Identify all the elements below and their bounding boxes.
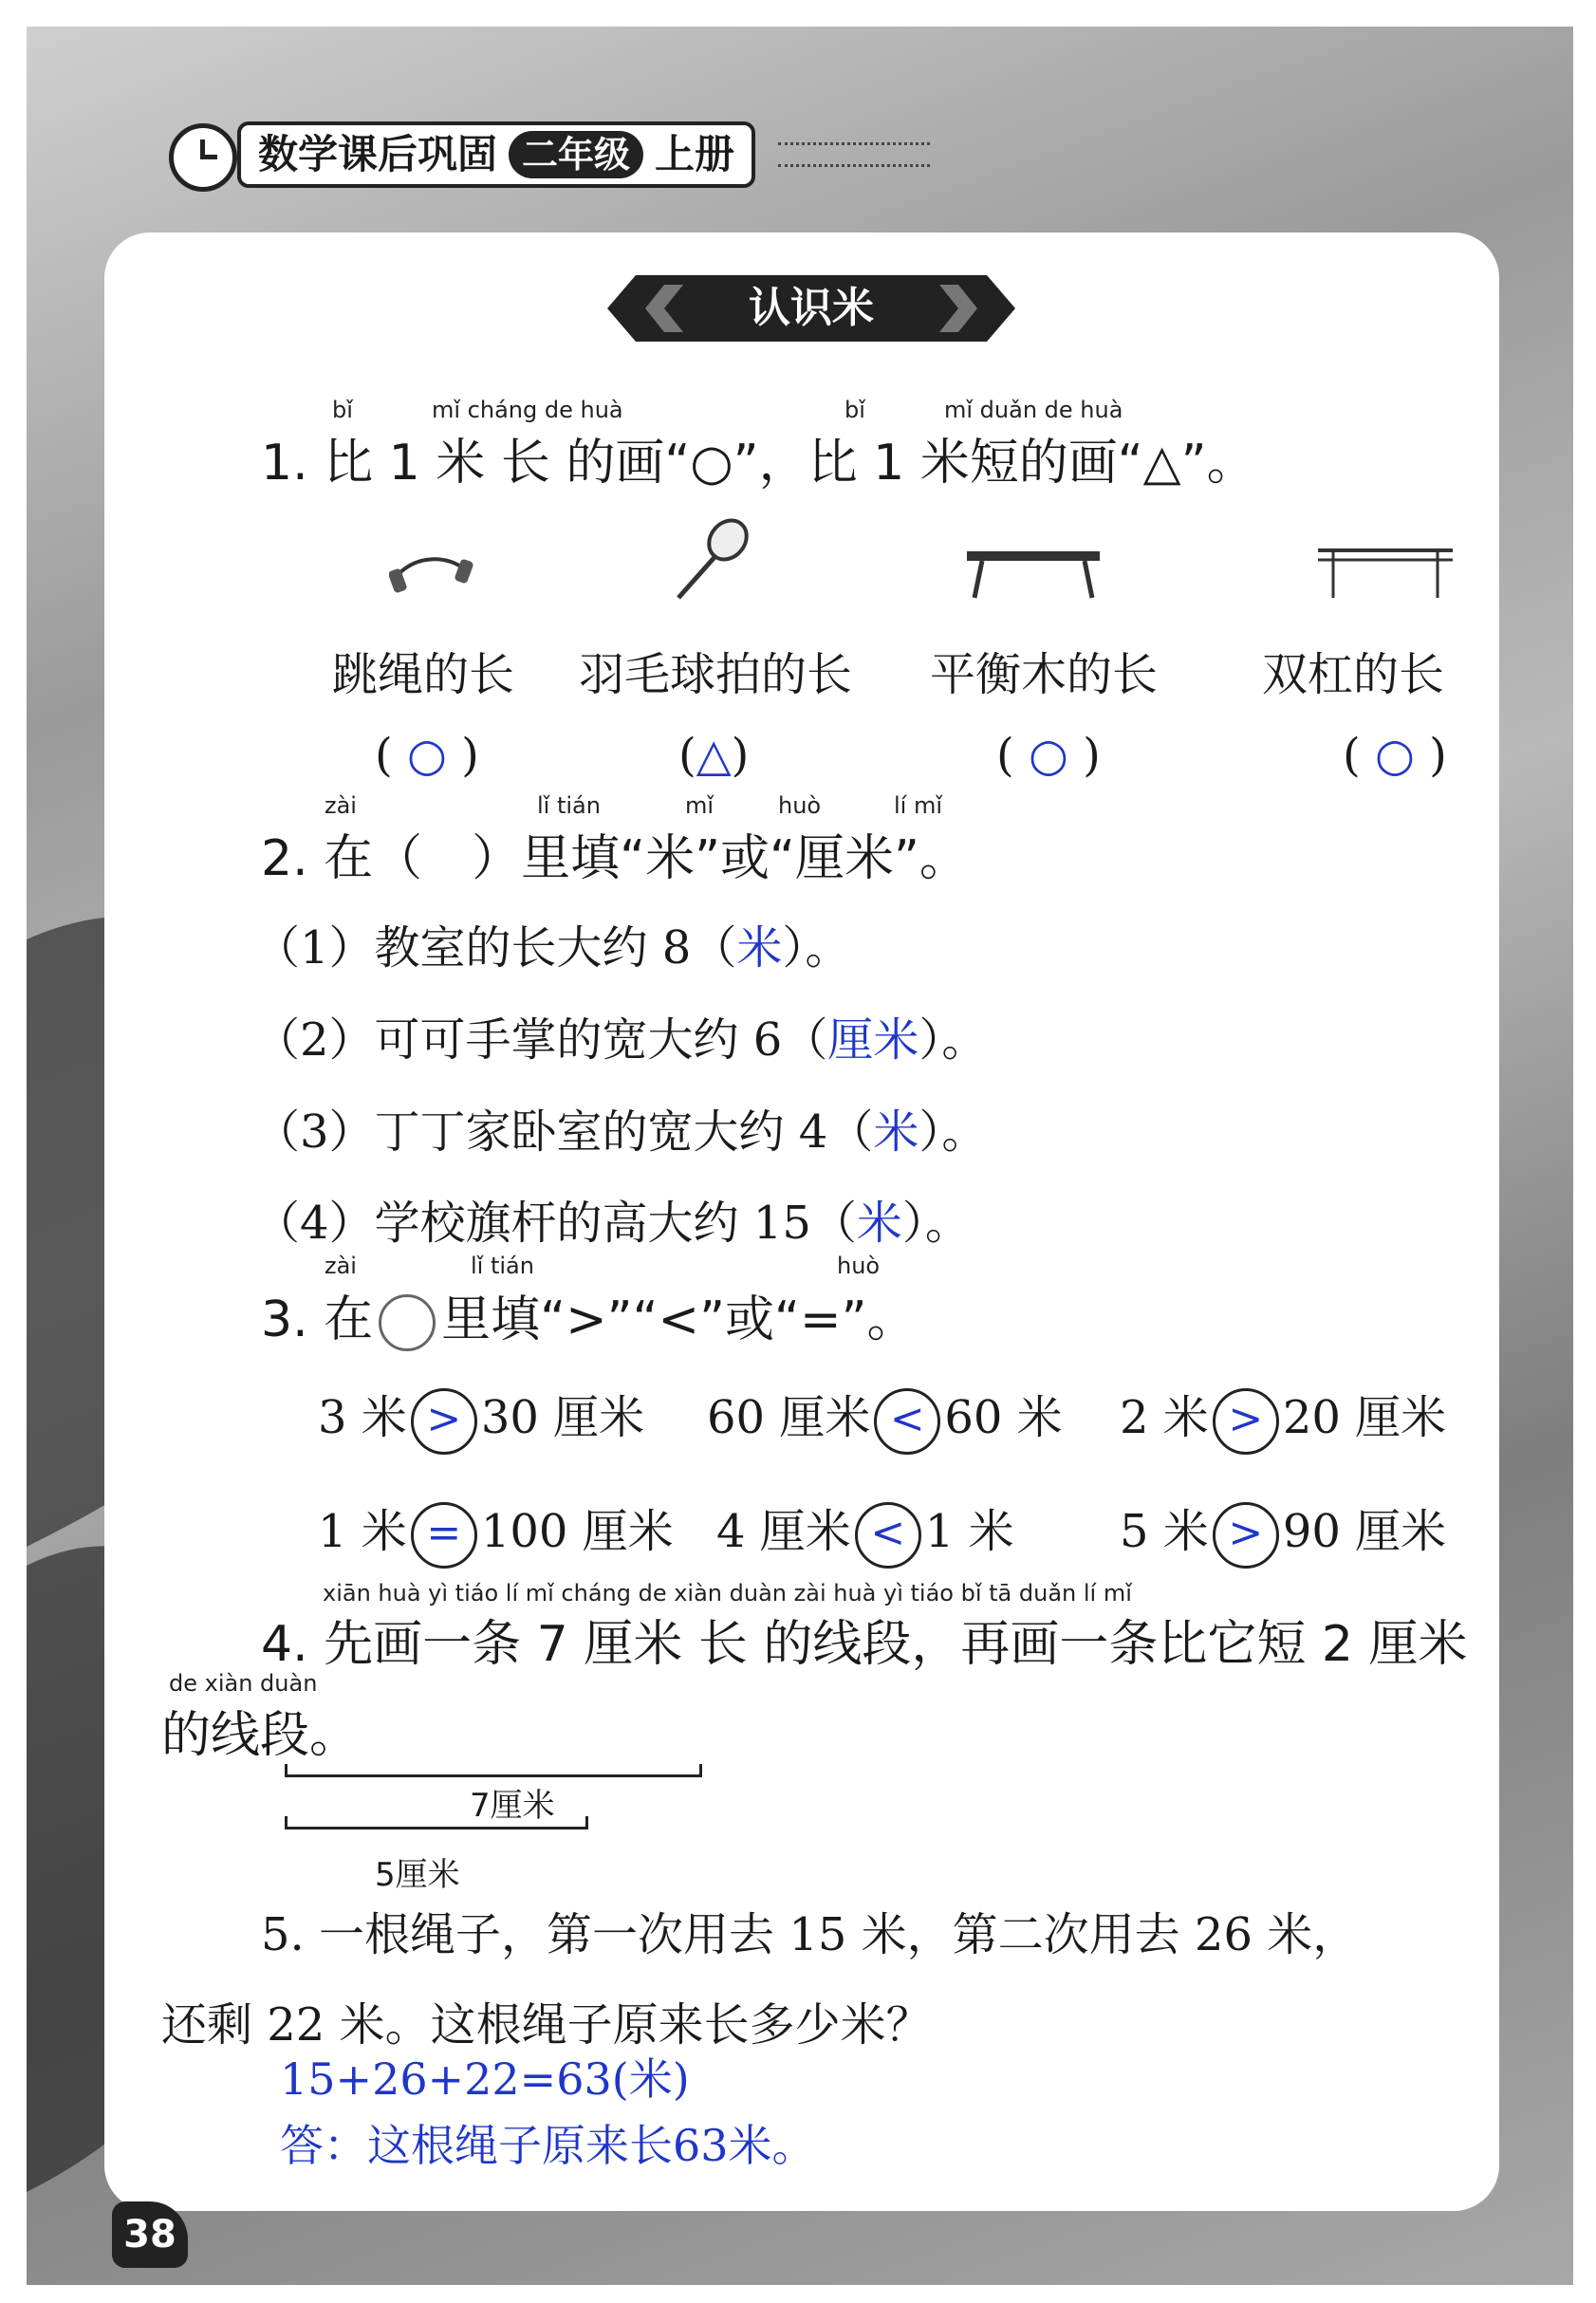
- q3-circle-icon: [379, 1294, 436, 1351]
- q3-compare-1-2: 60 厘米 < 60 米: [707, 1381, 1063, 1455]
- q5-line-2: 还剩 22 米。这根绳子原来长多少米？: [161, 1998, 932, 2052]
- q1-text: 1. 比 1 米 长 的画“○”，比 1 米短的画“△”。: [261, 435, 1256, 492]
- watermark: zyjl.cn: [114, 811, 355, 900]
- q2-pinyin-3: mǐ: [685, 792, 714, 819]
- grade-badge: 二年级: [509, 131, 643, 178]
- header-dotted-lines: [778, 142, 930, 167]
- q3-text: 3. 在 里填“>”“<”或“=”。: [261, 1279, 917, 1351]
- q3-pinyin-1: zài: [325, 1253, 357, 1279]
- segment-5cm-label: 5厘米: [375, 1856, 460, 1894]
- volume-label: 上册: [655, 131, 735, 177]
- q1-answer-1: ( ○ ): [375, 729, 479, 782]
- q3-compare-1-1: 3 米 > 30 厘米: [318, 1381, 644, 1455]
- q1-answer-4: ( ○ ): [1343, 729, 1447, 782]
- q1-item-label-3: 平衡木的长: [930, 648, 1159, 701]
- q2-item-1: （1）教室的长大约 8（米）。: [254, 921, 851, 975]
- q3-compare-1-3: 2 米 > 20 厘米: [1120, 1381, 1446, 1455]
- q2-pinyin-4: huò: [778, 792, 822, 819]
- q1-pinyin-3: bǐ: [844, 397, 865, 423]
- q5-answer-calc: 15+26+22=63(米): [280, 2053, 690, 2105]
- q1-pinyin-1: bǐ: [332, 397, 353, 423]
- q4-line-1: 4. 先画一条 7 厘米 长 的线段，再画一条比它短 2 厘米: [261, 1616, 1468, 1673]
- q1-answer-3: ( ○ ): [996, 729, 1101, 782]
- q3-pinyin-2: lǐ tián: [471, 1253, 534, 1279]
- badminton-racket-icon: [669, 517, 754, 603]
- q5-answer-text: 答：这根绳子原来长63米。: [280, 2120, 816, 2171]
- parallel-bars-icon: [1314, 543, 1457, 600]
- balance-beam-icon: [963, 546, 1105, 603]
- q3-pinyin-3: huò: [837, 1253, 881, 1279]
- book-title: 数学课后巩固: [258, 131, 498, 177]
- q1-pinyin-2: mǐ cháng de huà: [432, 397, 623, 423]
- q3-compare-2-3: 5 米 > 90 厘米: [1120, 1495, 1446, 1569]
- q5-line-1: 5. 一根绳子，第一次用去 15 米，第二次用去 26 米，: [261, 1908, 1359, 1961]
- q4-line-2: 的线段。: [161, 1707, 360, 1764]
- jump-rope-icon: [389, 546, 474, 603]
- q2-pinyin-5: lí mǐ: [894, 792, 943, 819]
- q2-text: 2. 在（ ）里填“米”或“厘米”。: [261, 830, 969, 887]
- book-title-bar: [237, 121, 755, 188]
- q2-pinyin-1: zài: [325, 792, 357, 819]
- q2-item-4: （4）学校旗杆的高大约 15（米）。: [254, 1197, 971, 1250]
- segment-7cm-label: 7厘米: [470, 1787, 555, 1825]
- segment-7cm: [285, 1774, 702, 1777]
- q1-item-label-4: 双杠的长: [1262, 648, 1445, 701]
- q3-compare-2-1: 1 米 = 100 厘米: [318, 1495, 674, 1569]
- q4-pinyin-1: xiān huà yì tiáo lí mǐ cháng de xiàn duàn zài huà yì tiáo bǐ tā duǎn lí mǐ: [323, 1580, 1132, 1607]
- q4-pinyin-2: de xiàn duàn: [169, 1670, 318, 1697]
- page-number: 38: [112, 2201, 188, 2268]
- q1-answer-2: (△): [678, 729, 750, 782]
- q2-pinyin-2: lǐ tián: [537, 792, 601, 819]
- q1-pinyin-4: mǐ duǎn de huà: [944, 397, 1123, 423]
- segment-5cm: [285, 1827, 588, 1829]
- alarm-clock-icon: [169, 123, 237, 192]
- section-title: 认识米: [749, 284, 874, 332]
- q3-compare-2-2: 4 厘米 < 1 米: [716, 1495, 1014, 1569]
- q2-item-2: （2）可可手掌的宽大约 6（厘米）。: [254, 1013, 988, 1067]
- q1-item-label-2: 羽毛球拍的长: [579, 648, 853, 701]
- q1-item-label-1: 跳绳的长: [332, 648, 515, 701]
- q2-item-3: （3）丁丁家卧室的宽大约 4（米）。: [254, 1105, 988, 1159]
